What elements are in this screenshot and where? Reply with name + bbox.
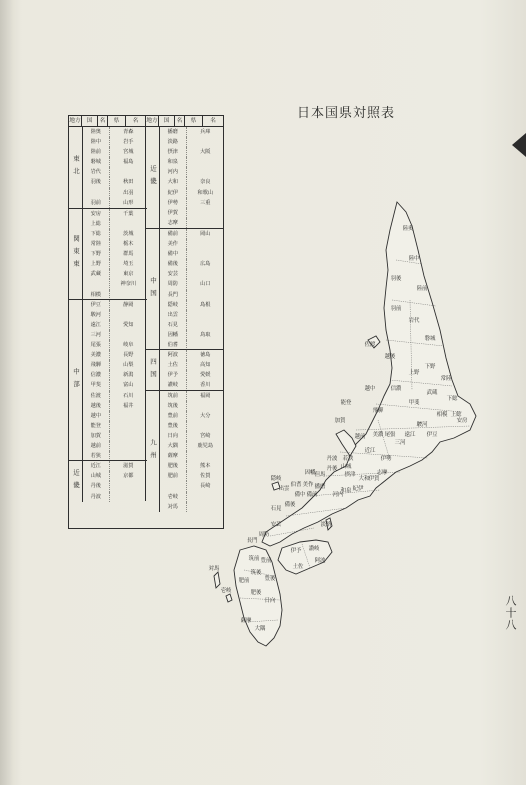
prefecture-name: 長野 xyxy=(123,352,134,359)
prefecture-name xyxy=(110,421,147,431)
map-province-label: 土佐 xyxy=(292,564,304,570)
province-name: 筑後 xyxy=(160,401,187,411)
province-name: 淡路 xyxy=(160,137,187,147)
prefecture-name xyxy=(110,481,147,491)
table-row xyxy=(83,411,147,421)
prefecture-name xyxy=(187,167,224,177)
map-province-label: 若狭 xyxy=(342,456,354,462)
table-row xyxy=(83,300,147,310)
map-province-label: 伊賀 xyxy=(368,476,380,482)
province-name: 陸奥 xyxy=(83,127,110,137)
header-prefecture: 県 xyxy=(108,116,126,126)
map-province-label: 飛騨 xyxy=(372,408,384,414)
table-row xyxy=(83,167,147,177)
japan-map-svg xyxy=(200,190,500,670)
table-row xyxy=(83,269,147,279)
map-province-label: 信濃 xyxy=(390,386,402,392)
map-province-label: 筑前 xyxy=(248,556,260,562)
prefecture-name: 山梨 xyxy=(123,362,134,369)
map-province-label: 遠江 xyxy=(404,432,416,438)
province-name: 出雲 xyxy=(160,310,187,320)
prefecture-name: 秋田 xyxy=(123,179,134,186)
japan-map xyxy=(200,190,500,670)
prefecture-name: 島根 xyxy=(200,301,211,308)
table-row xyxy=(83,157,147,167)
table-row xyxy=(160,177,224,187)
prefecture-name xyxy=(187,157,224,167)
province-name: 能登 xyxy=(83,421,110,431)
map-province-label: 隠岐 xyxy=(270,476,282,482)
prefecture-name xyxy=(110,310,147,320)
iki-island xyxy=(226,594,232,602)
map-province-label: 伯耆 xyxy=(290,482,302,488)
prefecture-name: 福島 xyxy=(123,159,134,166)
map-province-label: 佐渡 xyxy=(364,342,376,348)
table-row xyxy=(83,219,147,229)
province-name: 丹波 xyxy=(83,492,110,502)
map-province-label: 肥前 xyxy=(238,578,250,584)
province-name: 伊豆 xyxy=(83,300,110,310)
map-province-label: 尾張 xyxy=(384,432,396,438)
header-name: 名 xyxy=(210,118,216,124)
map-province-label: 武蔵 xyxy=(426,390,438,396)
prefecture-name: 青森 xyxy=(123,129,134,135)
province-name: 壱岐 xyxy=(160,492,187,502)
prefecture-name: 兵庫 xyxy=(200,129,211,135)
map-province-label: 備中 xyxy=(294,492,306,498)
province-name: 上野 xyxy=(83,259,110,269)
thumb-index-tab xyxy=(512,133,526,157)
province-name: 讃岐 xyxy=(160,380,187,390)
table-row xyxy=(83,471,147,481)
region-label: 東北 xyxy=(72,154,80,180)
shikoku-outline xyxy=(278,540,332,574)
prefecture-name: 福井 xyxy=(123,402,134,409)
prefecture-name: 熊本 xyxy=(200,463,211,470)
province-name: 越前 xyxy=(83,441,110,451)
province-name: 美作 xyxy=(160,239,187,249)
map-province-label: 備後 xyxy=(284,502,296,508)
province-name xyxy=(83,188,110,198)
table-row xyxy=(83,350,147,360)
map-province-label: 駿河 xyxy=(416,422,428,428)
map-province-label: 志摩 xyxy=(376,470,388,476)
province-name: 越後 xyxy=(83,401,110,411)
province-name: 大隅 xyxy=(160,441,187,451)
prefecture-name: 佐賀 xyxy=(200,473,211,480)
map-province-label: 伊予 xyxy=(290,548,302,554)
table-header xyxy=(69,116,223,127)
province-name: 河内 xyxy=(160,167,187,177)
map-province-label: 甲斐 xyxy=(408,400,420,406)
prefecture-name: 長崎 xyxy=(200,483,211,490)
prefecture-name: 大阪 xyxy=(200,149,211,156)
table-row xyxy=(83,431,147,441)
province-name: 豊前 xyxy=(160,411,187,421)
map-province-label: 山城 xyxy=(340,464,352,470)
province-name: 備中 xyxy=(160,249,187,259)
map-province-label: 加賀 xyxy=(334,418,346,424)
map-province-label: 三河 xyxy=(394,440,406,446)
province-name: 肥前 xyxy=(160,471,187,481)
map-province-label: 讃岐 xyxy=(308,546,320,552)
prefecture-name: 宮崎 xyxy=(200,432,211,439)
province-name: 摂津 xyxy=(160,147,187,157)
province-name: 佐渡 xyxy=(83,391,110,401)
map-province-label: 越前 xyxy=(354,434,366,440)
header-prefecture: 県 xyxy=(185,116,203,126)
page-title: 日本国県対照表 xyxy=(296,106,395,121)
map-province-label: 大隅 xyxy=(254,626,266,632)
province-name xyxy=(160,481,187,491)
table-row xyxy=(83,340,147,350)
prefecture-name: 福岡 xyxy=(200,392,211,399)
table-row xyxy=(160,147,224,157)
region-rows xyxy=(82,460,147,501)
prefecture-name: 群馬 xyxy=(123,251,134,258)
table-row xyxy=(83,127,147,137)
province-name: 陸中 xyxy=(83,137,110,147)
province-name: 武蔵 xyxy=(83,269,110,279)
province-name: 対馬 xyxy=(160,502,187,512)
province-name: 三河 xyxy=(83,330,110,340)
table-row xyxy=(83,441,147,451)
table-row xyxy=(83,320,147,330)
map-province-label: 下総 xyxy=(446,396,458,402)
table-row xyxy=(83,209,147,219)
map-province-label: 相模 xyxy=(436,412,448,418)
table-row xyxy=(83,360,147,370)
header-name: 名 xyxy=(126,116,146,126)
province-name: 大和 xyxy=(160,177,187,187)
table-row xyxy=(83,249,147,259)
province-name: 羽後 xyxy=(83,177,110,187)
header-region: 地方 xyxy=(69,118,81,124)
prefecture-name: 東京 xyxy=(123,271,134,278)
province-name: 常陸 xyxy=(83,239,110,249)
province-name: 遠江 xyxy=(83,320,110,330)
province-name: 丹後 xyxy=(83,481,110,491)
prefecture-name: 大分 xyxy=(200,412,211,419)
table-row xyxy=(83,401,147,411)
table-row xyxy=(160,127,224,137)
province-name: 薩摩 xyxy=(160,451,187,461)
map-province-label: 陸中 xyxy=(408,256,420,262)
prefecture-name xyxy=(187,137,224,147)
prefecture-name: 徳島 xyxy=(200,352,211,359)
province-name: 羽前 xyxy=(83,198,110,208)
table-row xyxy=(83,137,147,147)
province-name: 上総 xyxy=(83,219,110,229)
map-province-label: 常陸 xyxy=(440,376,452,382)
prefecture-name: 岡山 xyxy=(200,231,211,237)
province-name: 伊予 xyxy=(160,370,187,380)
province-name: 安房 xyxy=(83,209,110,219)
map-province-label: 河内 xyxy=(332,492,344,498)
region-rows xyxy=(82,127,147,208)
table-row xyxy=(83,177,147,187)
map-province-label: 伊勢 xyxy=(380,456,392,462)
map-province-label: 陸奥 xyxy=(402,226,414,232)
table-row xyxy=(160,157,224,167)
map-province-label: 陸前 xyxy=(416,286,428,292)
province-name: 陸前 xyxy=(83,147,110,157)
province-name: 磐城 xyxy=(83,157,110,167)
province-name: 信濃 xyxy=(83,370,110,380)
province-name: 甲斐 xyxy=(83,380,110,390)
province-name: 石見 xyxy=(160,320,187,330)
map-province-label: 播磨 xyxy=(314,484,326,490)
prefecture-name: 京都 xyxy=(123,473,134,480)
province-name: 紀伊 xyxy=(160,188,187,198)
map-province-label: 出雲 xyxy=(278,486,290,492)
province-name: 越中 xyxy=(83,411,110,421)
map-province-label: 丹波 xyxy=(326,456,338,462)
tsushima-island xyxy=(214,572,220,588)
province-name: 周防 xyxy=(160,279,187,289)
table-row xyxy=(83,370,147,380)
header-province: 国 xyxy=(159,116,175,126)
province-name: 日向 xyxy=(160,431,187,441)
header-region: 地方 xyxy=(146,118,158,124)
region-label: 中部 xyxy=(69,299,82,462)
province-name: 播磨 xyxy=(160,127,187,137)
province-name: 伊勢 xyxy=(160,198,187,208)
map-province-label: 大和 xyxy=(358,476,370,482)
prefecture-name: 栃木 xyxy=(123,241,134,248)
map-province-label: 上野 xyxy=(408,370,420,376)
table-row xyxy=(160,137,224,147)
page-number: 八十八 xyxy=(504,595,517,631)
prefecture-name: 新潟 xyxy=(123,372,134,379)
map-province-label: 日向 xyxy=(264,598,276,604)
province-name: 下野 xyxy=(83,249,110,259)
prefecture-name: 愛媛 xyxy=(200,372,211,379)
map-province-label: 周防 xyxy=(258,532,270,538)
province-name: 伯耆 xyxy=(160,340,187,350)
province-name: 若狭 xyxy=(83,451,110,461)
prefecture-name xyxy=(110,330,147,340)
map-province-label: 肥後 xyxy=(250,590,262,596)
prefecture-name xyxy=(110,411,147,421)
prefecture-name: 愛知 xyxy=(123,321,134,328)
map-province-label: 近江 xyxy=(364,448,376,454)
province-name: 伊賀 xyxy=(160,208,187,218)
province-name: 美濃 xyxy=(83,350,110,360)
map-province-label: 備前 xyxy=(306,492,318,498)
map-province-label: 磐城 xyxy=(424,336,436,342)
table-row xyxy=(83,421,147,431)
map-province-label: 壱岐 xyxy=(220,588,232,594)
map-province-label: 美作 xyxy=(302,482,314,488)
prefecture-name: 山形 xyxy=(123,199,134,206)
map-province-label: 上総 xyxy=(450,412,462,418)
prefecture-name xyxy=(110,492,147,502)
region-label: 関東東 xyxy=(69,208,82,300)
prefecture-name: 高知 xyxy=(200,362,211,369)
prefecture-name xyxy=(110,167,147,177)
table-row xyxy=(83,259,147,269)
prefecture-name xyxy=(110,441,147,451)
region-label: 近畿 xyxy=(69,460,82,501)
header-name: 名 xyxy=(98,116,108,126)
province-name: 因幡 xyxy=(160,330,187,340)
province-name: 相模 xyxy=(83,290,110,300)
map-province-label: 安房 xyxy=(456,418,468,424)
province-name: 志摩 xyxy=(160,218,187,228)
table-row xyxy=(83,188,147,198)
province-name: 肥後 xyxy=(160,461,187,471)
table-row xyxy=(83,330,147,340)
region-label: 九州 xyxy=(146,390,159,512)
prefecture-name: 三重 xyxy=(200,199,211,206)
prefecture-name: 埼玉 xyxy=(123,261,134,268)
map-province-label: 摂津 xyxy=(344,472,356,478)
province-name: 和泉 xyxy=(160,157,187,167)
prefecture-name: 鳥取 xyxy=(200,331,211,338)
table-row xyxy=(83,461,147,471)
map-province-label: 越中 xyxy=(364,386,376,392)
province-name: 筑前 xyxy=(160,391,187,401)
prefecture-name: 広島 xyxy=(200,261,211,268)
prefecture-name: 岐阜 xyxy=(123,342,134,349)
region-label: 四国 xyxy=(146,349,159,390)
map-province-label: 安芸 xyxy=(270,522,282,528)
province-name: 阿波 xyxy=(160,350,187,360)
province-name: 尾張 xyxy=(83,340,110,350)
table-left-block xyxy=(69,127,146,501)
map-province-label: 薩摩 xyxy=(240,618,252,624)
prefecture-name: 出羽 xyxy=(123,189,134,196)
province-name: 備前 xyxy=(160,229,187,239)
table-row xyxy=(83,147,147,157)
map-province-label: 岩代 xyxy=(408,318,420,324)
province-name xyxy=(83,279,110,289)
map-province-label: 羽後 xyxy=(390,276,402,282)
table-row xyxy=(83,229,147,239)
map-province-label: 豊後 xyxy=(264,576,276,582)
prefecture-name: 岩手 xyxy=(123,139,134,146)
province-name: 長門 xyxy=(160,290,187,300)
table-row xyxy=(83,391,147,401)
prefecture-name: 千葉 xyxy=(123,210,134,217)
table-row xyxy=(83,279,147,289)
prefecture-name: 滋賀 xyxy=(123,463,134,470)
table-row xyxy=(83,492,147,502)
prefecture-name: 静岡 xyxy=(123,301,134,308)
map-province-label: 但馬 xyxy=(314,472,326,478)
prefecture-name: 神奈川 xyxy=(120,281,137,288)
province-name: 駿河 xyxy=(83,310,110,320)
province-name: 安芸 xyxy=(160,269,187,279)
map-province-label: 能登 xyxy=(340,400,352,406)
map-province-label: 美濃 xyxy=(372,432,384,438)
map-province-label: 越後 xyxy=(384,354,396,360)
map-province-label: 伊豆 xyxy=(426,432,438,438)
header-name: 名 xyxy=(175,116,185,126)
prefecture-name: 山口 xyxy=(200,281,211,288)
prefecture-name: 茨城 xyxy=(123,230,134,237)
prefecture-name: 和歌山 xyxy=(197,189,214,196)
map-province-label: 石見 xyxy=(270,506,282,512)
map-province-label: 豊前 xyxy=(260,558,272,564)
prefecture-name xyxy=(110,431,147,441)
prefecture-name: 香川 xyxy=(200,382,211,389)
region-label: 中国 xyxy=(146,228,159,350)
region-rows xyxy=(82,299,147,462)
prefecture-name: 宮城 xyxy=(123,149,134,156)
table-row xyxy=(83,198,147,208)
gutter-shadow xyxy=(0,0,14,785)
prefecture-name: 奈良 xyxy=(200,179,211,186)
province-name: 近江 xyxy=(83,461,110,471)
province-name: 岩代 xyxy=(83,167,110,177)
province-name: 山城 xyxy=(83,471,110,481)
table-row xyxy=(83,310,147,320)
province-name: 備後 xyxy=(160,259,187,269)
header-province: 国 xyxy=(82,116,98,126)
map-province-label: 因幡 xyxy=(304,470,316,476)
map-province-label: 筑後 xyxy=(250,570,262,576)
map-province-label: 紀伊 xyxy=(352,486,364,492)
province-name: 隠岐 xyxy=(160,300,187,310)
map-province-label: 阿波 xyxy=(314,558,326,564)
region-rows xyxy=(82,208,147,300)
map-province-label: 対馬 xyxy=(208,566,220,572)
province-name: 豊後 xyxy=(160,421,187,431)
map-province-label: 下野 xyxy=(424,364,436,370)
map-province-label: 淡路 xyxy=(320,522,332,528)
map-province-label: 羽前 xyxy=(390,306,402,312)
map-province-label: 丹後 xyxy=(326,466,338,472)
province-name: 加賀 xyxy=(83,431,110,441)
province-name: 飛騨 xyxy=(83,360,110,370)
map-province-label: 和泉 xyxy=(340,488,352,494)
table-row xyxy=(83,239,147,249)
prefecture-name xyxy=(110,219,147,229)
province-name: 土佐 xyxy=(160,360,187,370)
prefecture-name: 鹿児島 xyxy=(197,443,214,450)
prefecture-name: 石川 xyxy=(123,392,134,399)
region-label: 近畿 xyxy=(149,165,157,190)
table-row xyxy=(160,167,224,177)
map-province-label: 長門 xyxy=(246,538,258,544)
table-row xyxy=(83,481,147,491)
prefecture-name: 富山 xyxy=(123,382,134,389)
table-row xyxy=(83,380,147,390)
province-name: 下総 xyxy=(83,229,110,239)
